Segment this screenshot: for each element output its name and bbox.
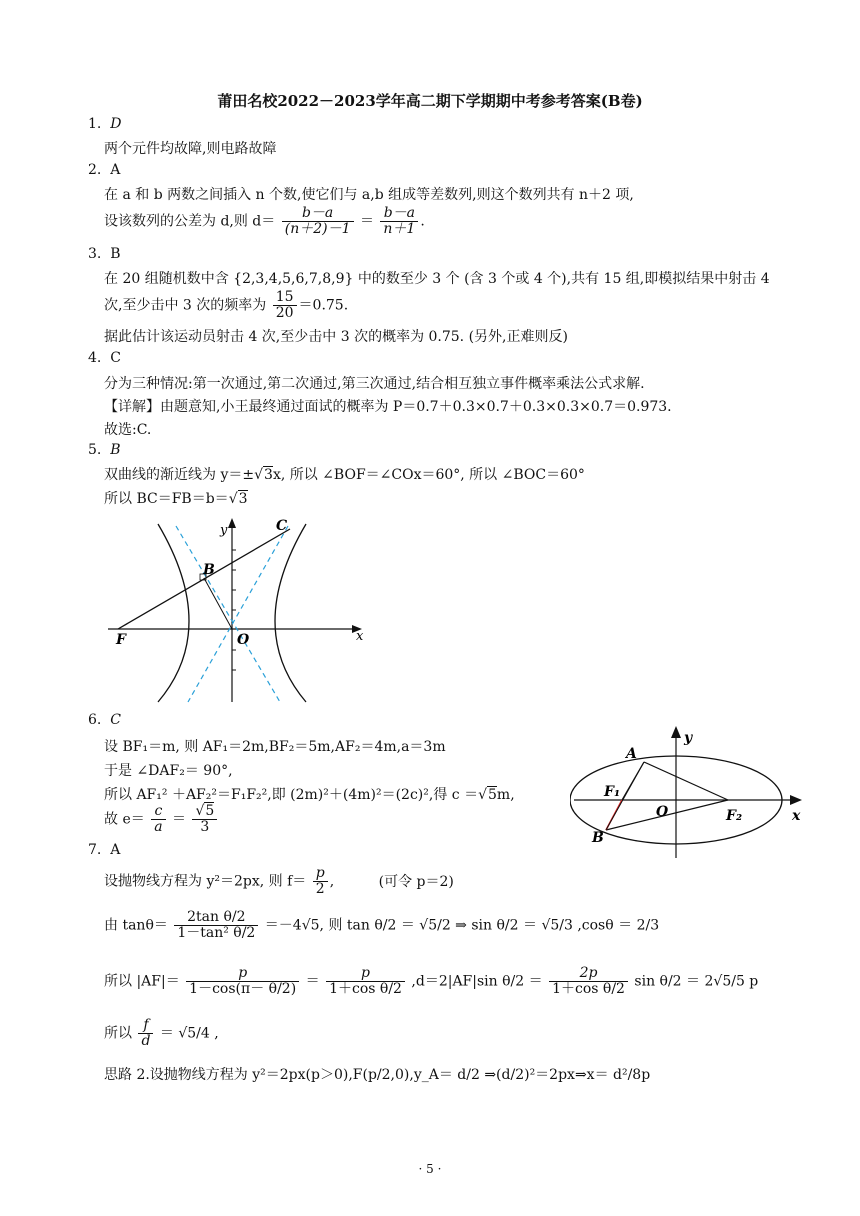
page-title: 莆田名校2022－2023学年高二期下学期期中考参考答案(B卷) xyxy=(217,92,643,110)
q3-line1: 在 20 组随机数中含 {2,3,4,5,6,7,8,9} 中的数至少 3 个 (含 3 个或 4 个),共有 15 组,即模拟结果中射击 4 xyxy=(104,271,770,287)
q6-number: 6. C xyxy=(88,712,121,728)
q7-answer: A xyxy=(110,842,121,858)
ellipse-figure xyxy=(570,724,810,862)
q4-line1: 分为三种情况:第一次通过,第二次通过,第三次通过,结合相互独立事件概率乘法公式求解. xyxy=(104,376,645,392)
q6-fraction1: $\frac{c}{a}$ xyxy=(151,804,165,835)
q6-line4: 故 e＝ $\frac{c}{a}$ ＝ $\frac{√5}{3}$ xyxy=(104,804,219,835)
q7-l3-fraction3: $\frac{2p}{\text{1＋cos θ/2}}$ xyxy=(549,966,628,997)
fig2-label-f2: F₂ xyxy=(726,808,743,824)
fig1-label-f: F xyxy=(116,632,126,648)
fig1-label-x: x xyxy=(356,629,364,644)
q7-l2-fraction: $\frac{\text{2tan θ/2}}{\text{1－tan² θ/2}}$ xyxy=(174,910,258,941)
fig2-label-o: O xyxy=(656,804,669,820)
q7-l1-fraction: $\frac{p}{2}$ xyxy=(313,866,328,897)
q7-line3: 所以 |AF|＝ $\frac{p}{1-\cos(\pi- \theta/2)}$ ＝ $\frac{p}{\text{1＋cos θ/2}}$ ,d＝2|AF|sin θ/2 ＝ $\frac{2p}{\text{1＋cos θ/2}}$ sin θ/2 ＝ 2√5/5 p xyxy=(104,965,759,997)
q2-line1: 在 a 和 b 两数之间插入 n 个数,使它们与 a,b 组成等差数列,则这个数列共有 n＋2 项, xyxy=(104,187,634,203)
q5-line2: 所以 BC＝FB＝b＝√3 xyxy=(104,491,248,507)
fig1-label-b: B xyxy=(203,562,215,578)
q3-line3: 据此估计该运动员射击 4 次,至少击中 3 次的概率为 0.75. (另外,正难则反) xyxy=(104,329,568,345)
fig2-label-f1: F₁ xyxy=(604,784,621,800)
q7-l4-fraction: $\frac{f}{d}$ xyxy=(138,1018,153,1049)
fig2-label-x: x xyxy=(792,808,801,824)
q2-fraction2: $\frac{b-a}{n+1}$ xyxy=(380,206,418,237)
q1-line1: 两个元件均故障,则电路故障 xyxy=(104,141,277,157)
q5-line1: 双曲线的渐近线为 y＝±√3x, 所以 ∠BOF＝∠COx＝60°, 所以 ∠BOC＝60° xyxy=(104,467,585,483)
q7-l3-fraction1: $\frac{p}{1-\cos(\pi- \theta/2)}$ xyxy=(186,966,299,997)
q2-number: 2. A xyxy=(88,162,121,178)
fig1-label-c: C xyxy=(276,518,288,534)
q3-answer: B xyxy=(110,246,121,262)
q2-answer: A xyxy=(110,162,121,178)
q5-number: 5. B xyxy=(88,442,121,458)
q6-answer: C xyxy=(110,712,121,728)
q7-number: 7. A xyxy=(88,842,121,858)
q7-line5: 思路 2.设抛物线方程为 y²＝2px(p＞0),F(p/2,0),y_A＝ d/2 ⇒(d/2)²＝2px⇒x＝ d²/8p xyxy=(104,1067,651,1083)
q7-l3-fraction2: $\frac{p}{\text{1＋cos θ/2}}$ xyxy=(326,966,405,997)
fig1-label-o: O xyxy=(237,632,250,648)
q6-fraction2: $\frac{√5}{3}$ xyxy=(192,804,217,835)
q7-line4: 所以 $\frac{f}{d}$ ＝ √5/4 , xyxy=(104,1017,219,1049)
q1-number: 1. D xyxy=(88,116,122,132)
q5-answer: B xyxy=(110,442,121,458)
q1-answer: D xyxy=(110,116,122,132)
q4-number: 4. C xyxy=(88,350,121,366)
q4-answer: C xyxy=(110,350,121,366)
q4-line2: 【详解】由题意知,小王最终通过面试的概率为 P＝0.7＋0.3×0.7＋0.3×0.3×0.7＝0.973. xyxy=(104,399,672,415)
q2-line2: 设该数列的公差为 d,则 d＝ $\frac{b-a}{(n+2)-1}$ ＝ $\frac{b-a}{n+1}$ . xyxy=(104,205,425,237)
fig2-label-b: B xyxy=(592,830,604,846)
q7-line1: 设抛物线方程为 y²＝2px, 则 f＝ $\frac{p}{2}$ , (可令 p＝2) xyxy=(104,865,454,897)
page-number: · 5 · xyxy=(418,1162,442,1176)
q3-number: 3. B xyxy=(88,246,121,262)
q2-fraction1: $\frac{b-a}{(n+2)-1}$ xyxy=(282,206,354,237)
fig1-label-y: y xyxy=(220,523,228,538)
fig2-label-y: y xyxy=(684,730,693,746)
q6-line1: 设 BF₁＝m, 则 AF₁＝2m,BF₂＝5m,AF₂＝4m,a＝3m xyxy=(104,739,446,755)
hyperbola-figure xyxy=(100,512,380,708)
fig2-label-a: A xyxy=(626,746,637,762)
q6-line3: 所以 AF₁² ＋AF₂²＝F₁F₂²,即 (2m)²＋(4m)²＝(2c)²,得 c ＝√5m, xyxy=(104,787,515,803)
q3-fraction: $\frac{15}{20}$ xyxy=(273,290,297,321)
q4-line3: 故选:C. xyxy=(104,422,152,438)
q3-line2: 次,至少击中 3 次的频率为 $\frac{15}{20}$ ＝0.75. xyxy=(104,289,349,321)
q6-line2: 于是 ∠DAF₂＝ 90°, xyxy=(104,763,233,779)
q7-line2: 由 tanθ＝ $\frac{\text{2tan θ/2}}{\text{1－tan² θ/2}}$ ＝－4√5, 则 tan θ/2 ＝ √5/2 ⇒ sin θ/2 ＝ √5/3 ,cosθ ＝ 2/3 xyxy=(104,909,660,941)
